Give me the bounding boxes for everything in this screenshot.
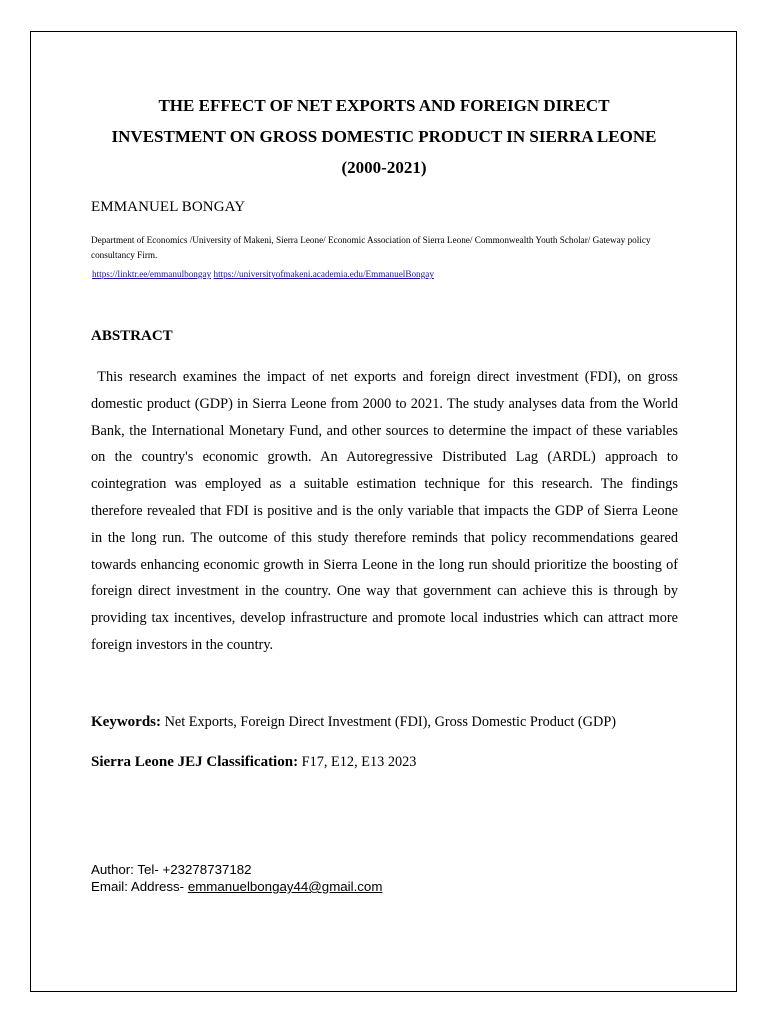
author-name: EMMANUEL BONGAY <box>91 199 246 215</box>
jel-classification <box>91 754 416 771</box>
author-contact <box>91 861 382 895</box>
abstract-body <box>91 364 678 659</box>
abstract-heading: ABSTRACT <box>91 328 173 344</box>
title-line-1: THE EFFECT OF NET EXPORTS AND FOREIGN DIRECT <box>158 96 610 115</box>
classification-label: Sierra Leone JEJ Classification: <box>91 754 299 770</box>
email-line <box>91 878 382 895</box>
classification-value: F17, E12, E13 2023 <box>301 754 417 770</box>
author-affiliation: Department of Economics /University of Makeni, Sierra Leone/ Economic Association of Sierra Leone/ Commonwealth Youth Scholar/ Gateway policy consultancy Firm. <box>91 235 651 260</box>
email-label: Email: Address- <box>91 879 188 894</box>
academia-link[interactable]: https://universityofmakeni.academia.edu/EmmanuelBongay <box>213 269 434 279</box>
telephone-line <box>91 861 382 878</box>
email-link[interactable]: emmanuelbongay44@gmail.com <box>187 879 383 894</box>
keywords-value: Net Exports, Foreign Direct Investment (FDI), Gross Domestic Product (GDP) <box>164 714 617 730</box>
telephone-label: Author: Tel- <box>91 862 163 877</box>
author-links <box>92 267 434 281</box>
title-line-3: (2000-2021) <box>341 158 427 177</box>
title-line-2: INVESTMENT ON GROSS DOMESTIC PRODUCT IN SIERRA LEONE <box>111 127 657 146</box>
paper-title <box>60 90 708 183</box>
linktree-link[interactable]: https://linktr.ee/emmanulbongay <box>92 269 212 279</box>
keywords <box>91 714 616 731</box>
telephone-number: +23278737182 <box>162 862 252 877</box>
keywords-label: Keywords: <box>91 714 161 730</box>
abstract-text: This research examines the impact of net exports and foreign direct investment (FDI), on gross domestic product (GDP) in Sierra Leone from 2000 to 2021. The study analyses data from the World Bank, the International Monetary Fund, and other sources to determine the impact of these variables on the country's economic growth. An Autoregressive Distributed Lag (ARDL) approach to cointegration was employed as a suitable estimation technique for this research. The findings therefore revealed that FDI is positive and is the only variable that impacts the GDP of Sierra Leone in the long run. The outcome of this study therefore reminds that policy recommendations geared towards enhancing economic growth in Sierra Leone in the long run should prioritize the boosting of foreign direct investment in the country. One way that government can achieve this is through by providing tax incentives, develop infrastructure and promote local industries which can attract more foreign investors in the country. <box>91 369 678 653</box>
